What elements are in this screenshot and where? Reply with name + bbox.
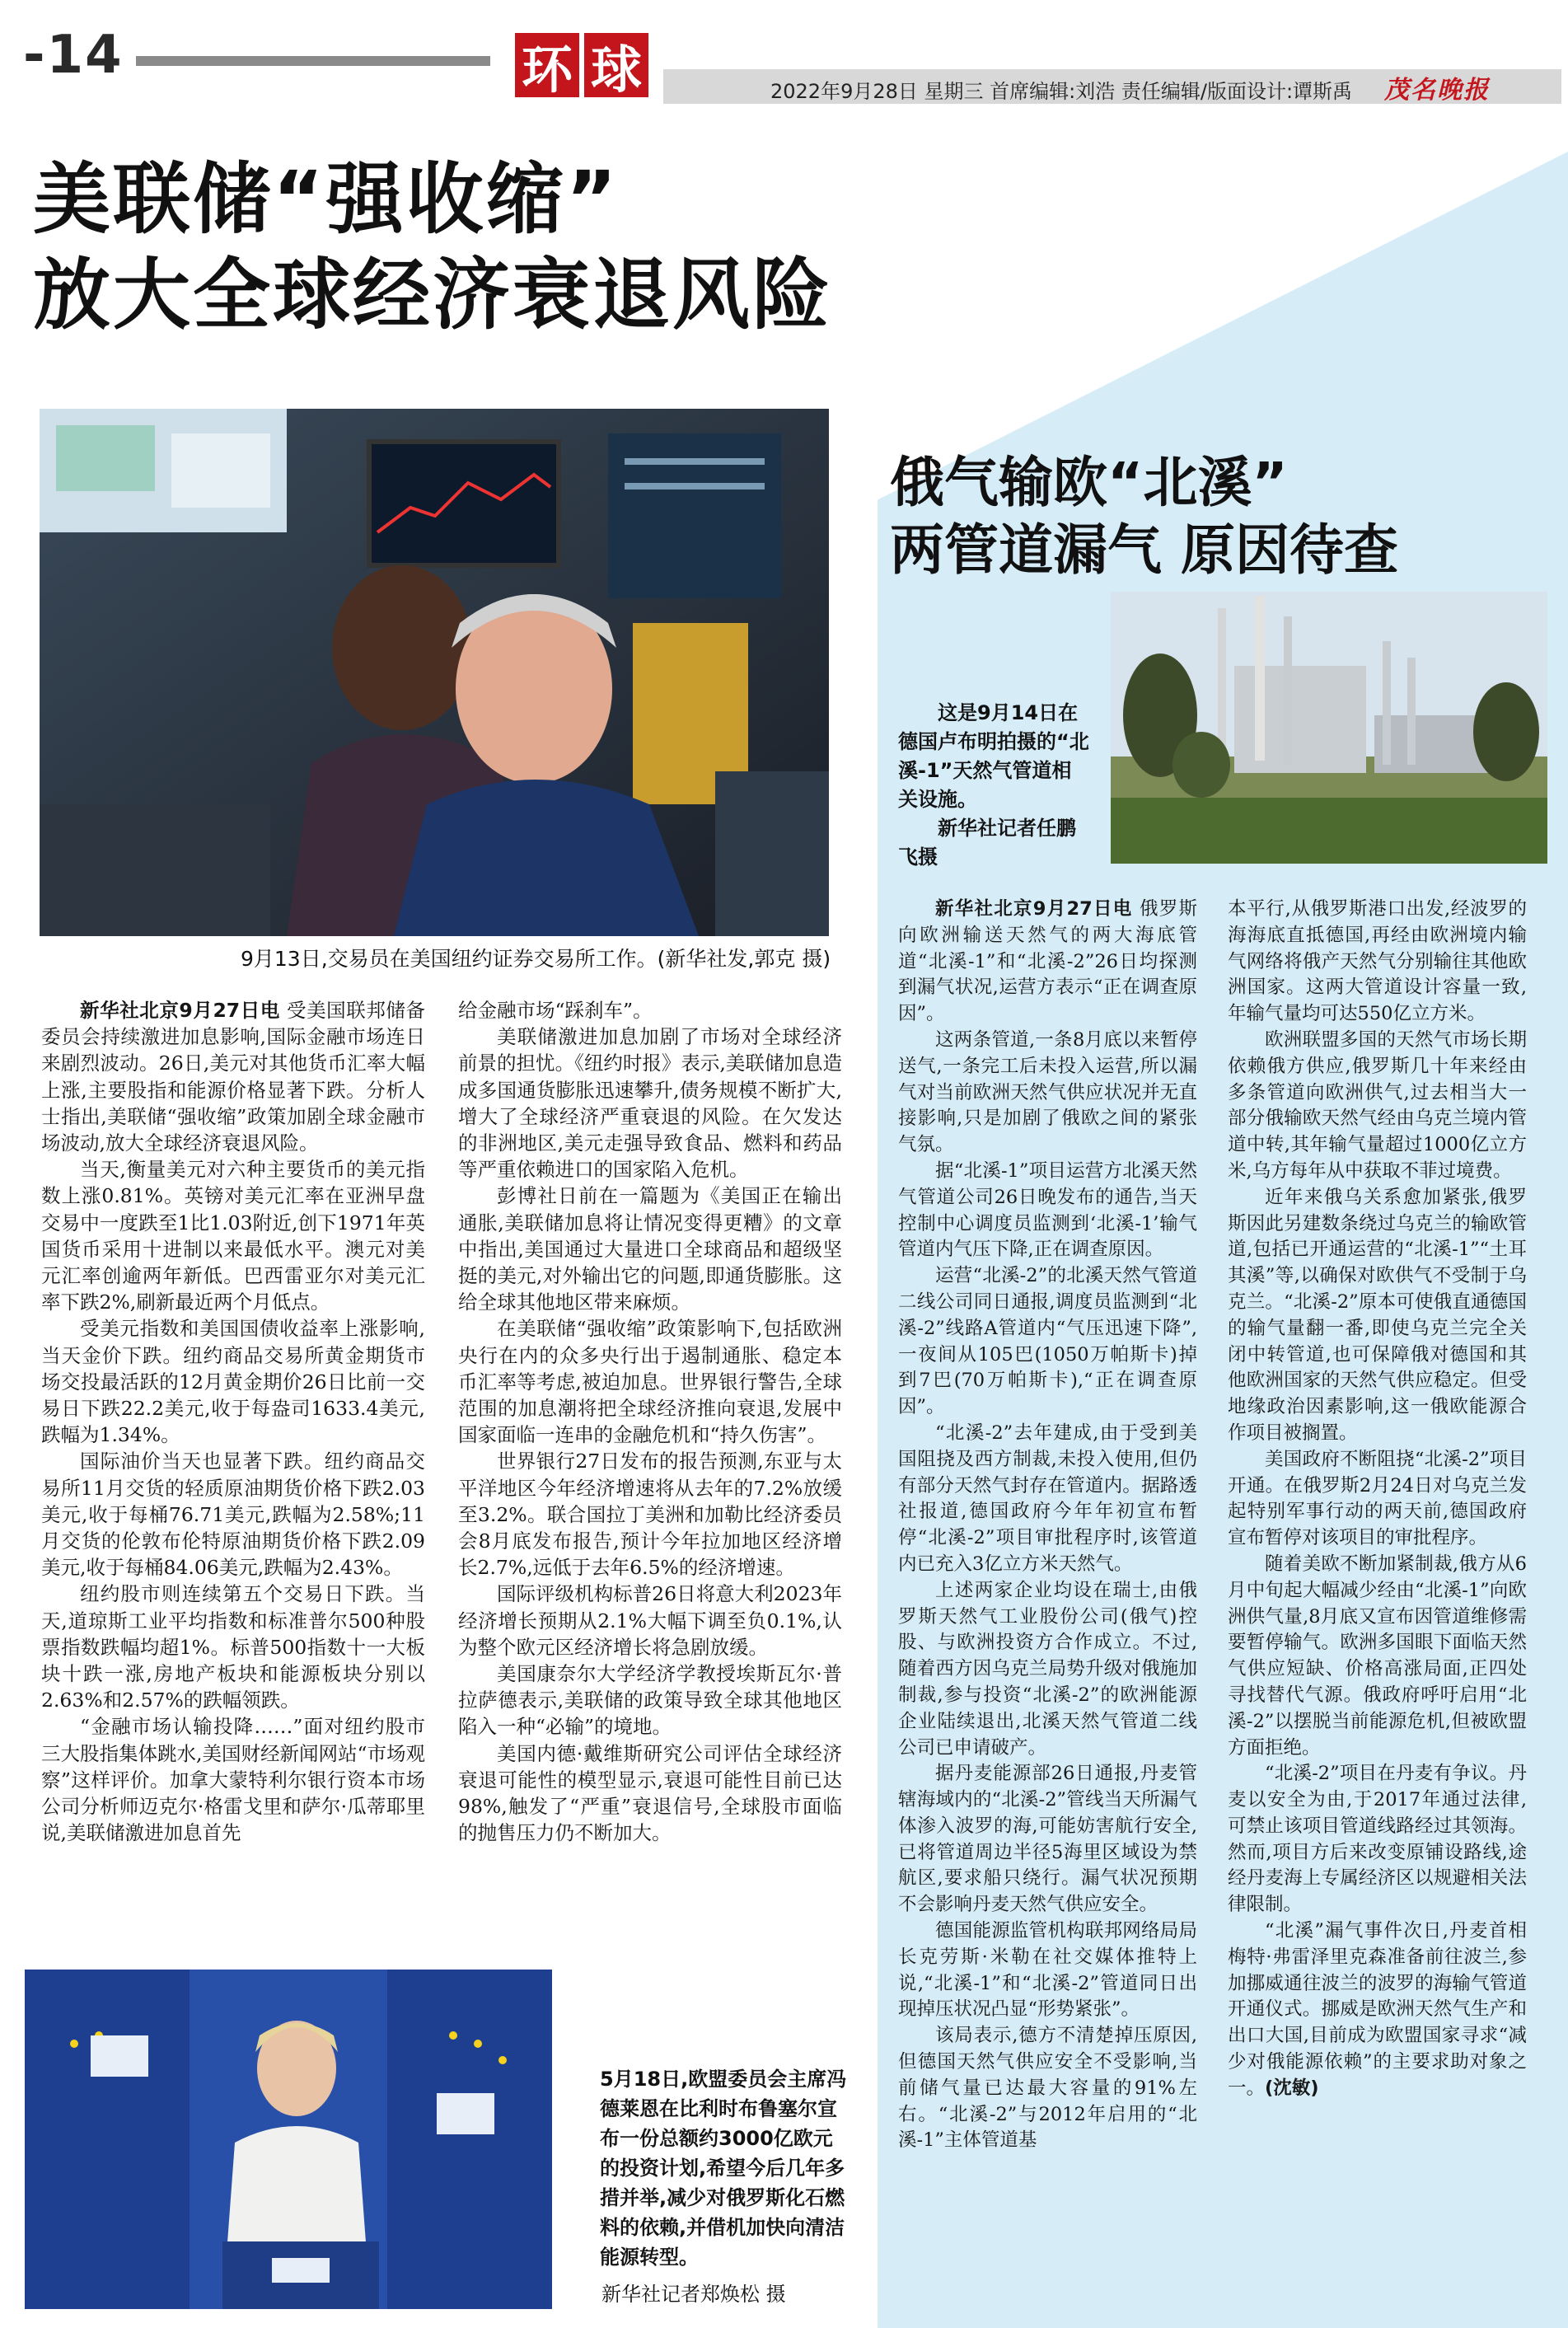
article2-column1: [898, 897, 1197, 2154]
article2-paragraph: 美国政府不断阻挠“北溪-2”项目开通。在俄罗斯2月24日对乌克兰发起特别军事行动的两天前,德国政府宣布暂停对该项目的审批程序。: [1228, 1448, 1527, 1549]
article1-paragraph: 给金融市场“踩刹车”。: [458, 999, 653, 1022]
section-char: 环: [515, 33, 579, 97]
article1-paragraph: 在美联储“强收缩”政策影响下,包括欧洲央行在内的众多央行出于遏制通胀、稳定本币汇率等考虑,被迫加息。世界银行警告,全球范围的加息潮将把全球经济推向衰退,发展中国家面临一连串的金融危机和“持久伤害”。: [458, 1317, 842, 1447]
article2-paragraph: 近年来俄乌关系愈加紧张,俄罗斯因此另建数条绕过乌克兰的输欧管道,包括已开通运营的“北溪-1”“土耳其溪”等,以确保对欧供气不受制于乌克兰。“北溪-2”原本可使俄直通德国的输气量翻一番,即使乌克兰完全关闭中转管道,也可保障俄对德国和其他欧洲国家的天然气供应稳定。但受地缘政治因素影响,这一俄欧能源合作项目被搁置。: [1228, 1186, 1527, 1444]
article2-paragraph: 上述两家企业均设在瑞士,由俄罗斯天然气工业股份公司(俄气)控股、与欧洲投资方合作成立。不过,随着西方因乌克兰局势升级对俄施加制裁,参与投资“北溪-2”的欧洲能源企业陆续退出,北溪天然气管道二线公司已申请破产。: [898, 1579, 1197, 1759]
article1-paragraph: 美联储激进加息加剧了市场对全球经济前景的担忧。《纽约时报》表示,美联储加息造成多国通货膨胀迅速攀升,债务规模不断扩大,增大了全球经济严重衰退的风险。在欠发达的非洲地区,美元走强导致食品、燃料和药品等严重依赖进口的国家陷入危机。: [458, 1025, 842, 1182]
article2-paragraph: 本平行,从俄罗斯港口出发,经波罗的海海底直抵德国,再经由欧洲境内输气网络将俄产天然气分别输往其他欧洲国家。这两大管道设计容量一致,年输气量均可达550亿立方米。: [1228, 898, 1527, 1025]
newspaper-logo: 茂名晚报: [1384, 76, 1490, 105]
article2-title: [890, 449, 1467, 584]
page-header: [0, 0, 1568, 107]
eu-press-photo: [25, 1970, 552, 2309]
article1-paragraph: 国际油价当天也显著下跌。纽约商品交易所11月交货的轻质原油期货价格下跌2.03美元,收于每桶76.71美元,跌幅为2.58%;11月交货的伦敦布伦特原油期货价格下跌2.09美元,收于每桶84.06美元,跌幅为2.43%。: [41, 1450, 425, 1580]
article1-paragraph: 纽约股市则连续第五个交易日下跌。当天,道琼斯工业平均指数和标准普尔500种股票指数跌幅均超1%。标普500指数十一大板块十跌一涨,房地产板块和能源板块分别以2.63%和2.57%的跌幅领跌。: [41, 1582, 425, 1712]
dateline-lead: 新华社北京9月27日电: [80, 999, 280, 1022]
section-label: [515, 33, 648, 105]
main-headline: [33, 152, 923, 344]
nord-stream-photo-credit: 新华社记者任鹏飞摄: [898, 817, 1076, 869]
article2-paragraph: 随着美欧不断加紧制裁,俄方从6月中旬起大幅减少经由“北溪-1”向欧洲供气量,8月底又宣布因管道维修需要暂停输气。欧洲多国眼下面临天然气供应短缺、价格高涨局面,正四处寻找替代气源。俄政府呼吁启用“北溪-2”以摆脱当前能源危机,但被欧盟方面拒绝。: [1228, 1553, 1527, 1759]
author-tag: (沈敏): [1265, 2077, 1319, 2099]
article1-paragraph: 新华社北京9月27日电 受美国联邦储备委员会持续激进加息影响,国际金融市场连日来剧烈波动。26日,美元对其他货币汇率大幅上涨,主要股指和能源价格显著下跌。分析人士指出,美联储“强收缩”政策加剧全球金融市场波动,放大全球经济衰退风险。: [41, 999, 425, 1155]
nord-stream-photo-caption: 这是9月14日在德国卢布明拍摄的“北溪-1”天然气管道相关设施。: [898, 701, 1089, 811]
page-number: -14: [23, 25, 124, 86]
article2-paragraph: “北溪-2”项目在丹麦有争议。丹麦以安全为由,于2017年通过法律,可禁止该项目管道线路经过其领海。然而,项目方后来改变原铺设路线,途经丹麦海上专属经济区以规避相关法律限制。: [1228, 1763, 1527, 1916]
headline-line: 美联储“强收缩”: [33, 155, 620, 245]
eu-press-photo-caption: 5月18日,欧盟委员会主席冯德莱恩在比利时布鲁塞尔宣布一份总额约3000亿欧元的投资计划,希望今后几年多措并举,减少对俄罗斯化石燃料的依赖,并借机加快向清洁能源转型。: [600, 2068, 847, 2269]
section-char: 球: [584, 33, 648, 97]
article2-title-line: 俄气输欧“北溪”: [890, 451, 1288, 514]
article2-paragraph: 欧洲联盟多国的天然气市场长期依赖俄方供应,俄罗斯几十年来经由多条管道向欧洲供气,过去相当大一部分俄输欧天然气经由乌克兰境内管道中转,其年输气量超过1000亿立方米,乌方每年从中获取不菲过境费。: [1228, 1028, 1527, 1182]
article1-paragraph: 受美元指数和美国国债收益率上涨影响,当天金价下跌。纽约商品交易所黄金期货市场交投最活跃的12月黄金期价26日比前一交易日下跌22.2美元,收于每盎司1633.4美元,跌幅为1.34%。: [41, 1317, 425, 1447]
article2-paragraph: 该局表示,德方不清楚掉压原因,但德国天然气供应安全不受影响,当前储气量已达最大容量的91%左右。“北溪-2”与2012年启用的“北溪-1”主体管道基: [898, 2025, 1197, 2152]
article2-title-line: 两管道漏气 原因待查: [890, 518, 1398, 582]
dateline: 2022年9月28日 星期三 首席编辑:刘浩 责任编辑/版面设计:谭斯禹: [663, 69, 1561, 104]
article2-paragraph: 运营“北溪-2”的北溪天然气管道二线公司同日通报,调度员监测到“北溪-2”线路A管道内“气压迅速下降”,一夜间从105巴(1050万帕斯卡)掉到7巴(70万帕斯卡),“正在调查原因”。: [898, 1265, 1197, 1418]
article1-column2: [458, 997, 842, 1847]
eu-press-photo-credit: 新华社记者郑焕松 摄: [601, 2283, 786, 2306]
traders-photo-caption: 9月13日,交易员在美国纽约证券交易所工作。(新华社发,郭克 摄): [241, 947, 831, 971]
dateline-lead: 新华社北京9月27日电: [935, 898, 1133, 920]
article2-paragraph: 德国能源监管机构联邦网络局局长克劳斯·米勒在社交媒体推特上说,“北溪-1”和“北溪-2”管道同日出现掉压状况凸显“形势紧张”。: [898, 1920, 1197, 2021]
article1-paragraph: 世界银行27日发布的报告预测,东亚与太平洋地区今年经济增速将从去年的7.2%放缓至3.2%。联合国拉丁美洲和加勒比经济委员会8月底发布报告,预计今年拉加地区经济增长2.7%,远低于去年6.5%的经济增速。: [458, 1450, 842, 1580]
article2-paragraph: “北溪”漏气事件次日,丹麦首相梅特·弗雷泽里克森准备前往波兰,参加挪威通往波兰的波罗的海输气管道开通仪式。挪威是欧洲天然气生产和出口大国,目前成为欧盟国家寻求“减少对俄能源依赖”的主要求助对象之一。(沈敏): [1228, 1920, 1527, 2099]
header-rule: [136, 56, 490, 66]
article2-column2: [1228, 897, 1527, 2102]
article2-paragraph: 新华社北京9月27日电 俄罗斯向欧洲输送天然气的两大海底管道“北溪-1”和“北溪-2”26日均探测到漏气状况,运营方表示“正在调查原因”。: [898, 898, 1198, 1025]
article1-paragraph: 国际评级机构标普26日将意大利2023年经济增长预期从2.1%大幅下调至负0.1%,认为整个欧元区经济增长将急剧放缓。: [458, 1582, 842, 1659]
nord-stream-facility-photo: [1111, 592, 1547, 864]
traders-photo: [40, 409, 829, 936]
article1-column1: [41, 997, 425, 1847]
article1-paragraph: 当天,衡量美元对六种主要货币的美元指数上涨0.81%。英镑对美元汇率在亚洲早盘交易中一度跌至1比1.03附近,创下1971年英国货币采用十进制以来最低水平。澳元对美元汇率创逾两年新低。巴西雷亚尔对美元汇率下跌2%,刷新最近两个月低点。: [41, 1158, 425, 1314]
article2-paragraph: 这两条管道,一条8月底以来暂停送气,一条完工后未投入运营,所以漏气对当前欧洲天然气供应状况并无直接影响,只是加剧了俄欧之间的紧张气氛。: [898, 1028, 1197, 1156]
article1-paragraph: “金融市场认输投降……”面对纽约股市三大股指集体跳水,美国财经新闻网站“市场观察”这样评价。加拿大蒙特利尔银行资本市场公司分析师迈克尔·格雷戈里和萨尔·瓜蒂耶里说,美联储激进加息首先: [41, 1715, 425, 1845]
article1-paragraph: 美国内德·戴维斯研究公司评估全球经济衰退可能性的模型显示,衰退可能性目前已达98%,触发了“严重”衰退信号,全球股市面临的抛售压力仍不断加大。: [458, 1741, 842, 1845]
article2-paragraph: 据丹麦能源部26日通报,丹麦管辖海域内的“北溪-2”管线当天所漏气体渗入波罗的海,可能妨害航行安全,已将管道周边半径5海里区域设为禁航区,要求船只绕行。漏气状况预期不会影响丹麦天然气供应安全。: [898, 1763, 1197, 1916]
article2-paragraph: “北溪-2”去年建成,由于受到美国阻挠及西方制裁,未投入使用,但仍有部分天然气封存在管道内。据路透社报道,德国政府今年年初宣布暂停“北溪-2”项目审批程序时,该管道内已充入3亿立方米天然气。: [898, 1422, 1197, 1575]
headline-line: 放大全球经济衰退风险: [33, 251, 833, 340]
article2-paragraph: 据“北溪-1”项目运营方北溪天然气管道公司26日晚发布的通告,当天控制中心调度员监测到‘北溪-1’输气管道内气压下降,正在调查原因。: [898, 1159, 1197, 1261]
article1-paragraph: 美国康奈尔大学经济学教授埃斯瓦尔·普拉萨德表示,美联储的政策导致全球其他地区陷入一种“必输”的境地。: [458, 1662, 842, 1739]
article1-paragraph: 彭博社日前在一篇题为《美国正在输出通胀,美联储加息将让情况变得更糟》的文章中指出,美国通过大量进口全球商品和超级坚挺的美元,对外输出它的问题,即通货膨胀。这给全球其他地区带来麻烦。: [458, 1184, 842, 1314]
